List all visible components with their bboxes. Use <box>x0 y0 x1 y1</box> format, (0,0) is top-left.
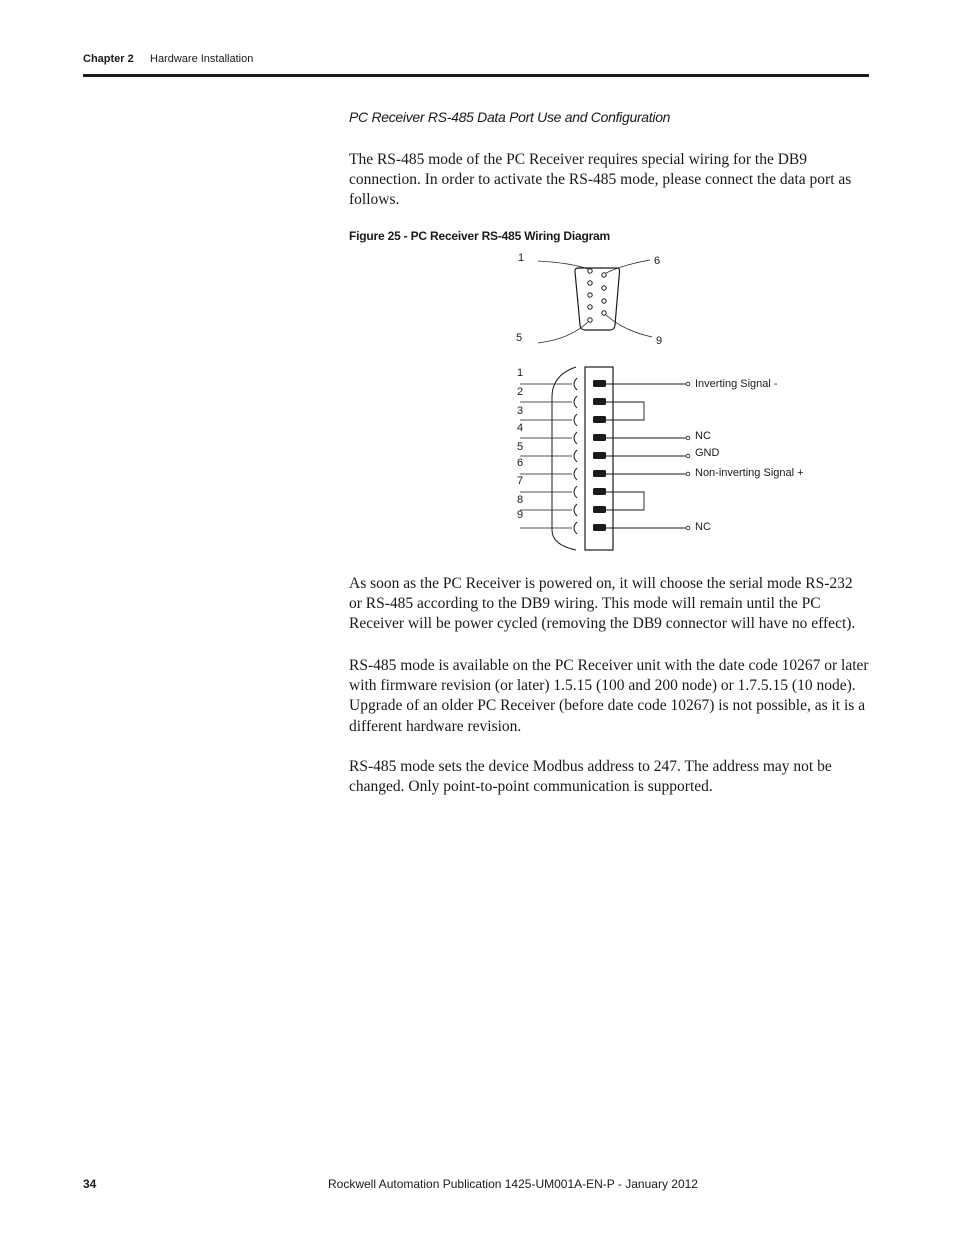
terminal-cups <box>574 378 577 534</box>
pin-number: 7 <box>517 475 524 487</box>
db9-pin-8 <box>602 299 606 303</box>
pin-number: 4 <box>517 422 524 434</box>
connector-label-1: 1 <box>518 252 525 264</box>
signal-wires <box>606 384 686 528</box>
signal-non-inverting: Non-inverting Signal + <box>695 467 804 479</box>
wiring-diagram-svg <box>500 245 820 555</box>
pin-number: 8 <box>517 494 524 506</box>
figure-caption: Figure 25 - PC Receiver RS-485 Wiring Diagram <box>349 229 610 243</box>
page-footer <box>83 1177 869 1191</box>
intro-paragraph: The RS-485 mode of the PC Receiver requires special wiring for the DB9 connection. In order to activate the RS-485 mode, please connect the data port as follows. <box>349 151 852 209</box>
serial-mode-paragraph: As soon as the PC Receiver is powered on, it will choose the serial mode RS-232 or RS-485 according to the DB9 wiring. This mode will remain until the PC Receiver will be power cycled (removing the DB9 connector will have no effect). <box>349 575 856 633</box>
db9-pin-2 <box>588 281 592 285</box>
connector-label-6: 6 <box>654 255 661 267</box>
publication-info: Rockwell Automation Publication 1425-UM001A-EN-P - January 2012 <box>328 1177 698 1191</box>
availability-paragraph: RS-485 mode is available on the PC Receiver unit with the date code 10267 or later with firmware revision (or later) 1.5.15 (100 and 200 node) or 1.7.5.15 (10 node). Upgrade of an older PC Receiver (before date code 10267) is not possible, as it is a different hardware revision. <box>349 657 869 735</box>
pin-number-labels <box>517 367 523 521</box>
db9-pin-1 <box>588 269 592 273</box>
terminal-pin-wires <box>520 384 572 528</box>
pin-number: 6 <box>517 457 524 469</box>
signal-nc-2: NC <box>695 521 711 533</box>
signal-inverting: Inverting Signal - <box>695 378 778 390</box>
terminal-contacts <box>593 380 606 531</box>
header-rule <box>83 74 869 77</box>
pin-number: 2 <box>517 386 524 398</box>
wiring-diagram <box>500 245 820 560</box>
running-header <box>83 53 254 65</box>
chapter-label: Chapter 2 <box>83 53 134 65</box>
signal-nc-1: NC <box>695 430 711 442</box>
db9-pin-6 <box>602 273 606 277</box>
page-number: 34 <box>83 1177 97 1191</box>
db9-pin-7 <box>602 286 606 290</box>
subheading: PC Receiver RS-485 Data Port Use and Configuration <box>349 109 671 125</box>
connector-label-9: 9 <box>656 335 663 347</box>
connector-label-5: 5 <box>516 332 523 344</box>
db9-pins <box>588 269 606 322</box>
signal-gnd: GND <box>695 447 720 459</box>
pin-number: 3 <box>517 405 524 417</box>
signal-terminals <box>686 382 690 530</box>
pin-number: 5 <box>517 441 524 453</box>
db9-pin-4 <box>588 305 592 309</box>
section-title: Hardware Installation <box>150 53 254 65</box>
db9-pin-5 <box>588 318 592 322</box>
pin-number: 9 <box>517 509 524 521</box>
modbus-paragraph: RS-485 mode sets the device Modbus address to 247. The address may not be changed. Only point-to-point communication is supported. <box>349 758 832 796</box>
pin-number: 1 <box>517 367 524 379</box>
terminal-block-left-curve <box>552 367 576 550</box>
db9-pin-9 <box>602 311 606 315</box>
db9-pin-3 <box>588 293 592 297</box>
